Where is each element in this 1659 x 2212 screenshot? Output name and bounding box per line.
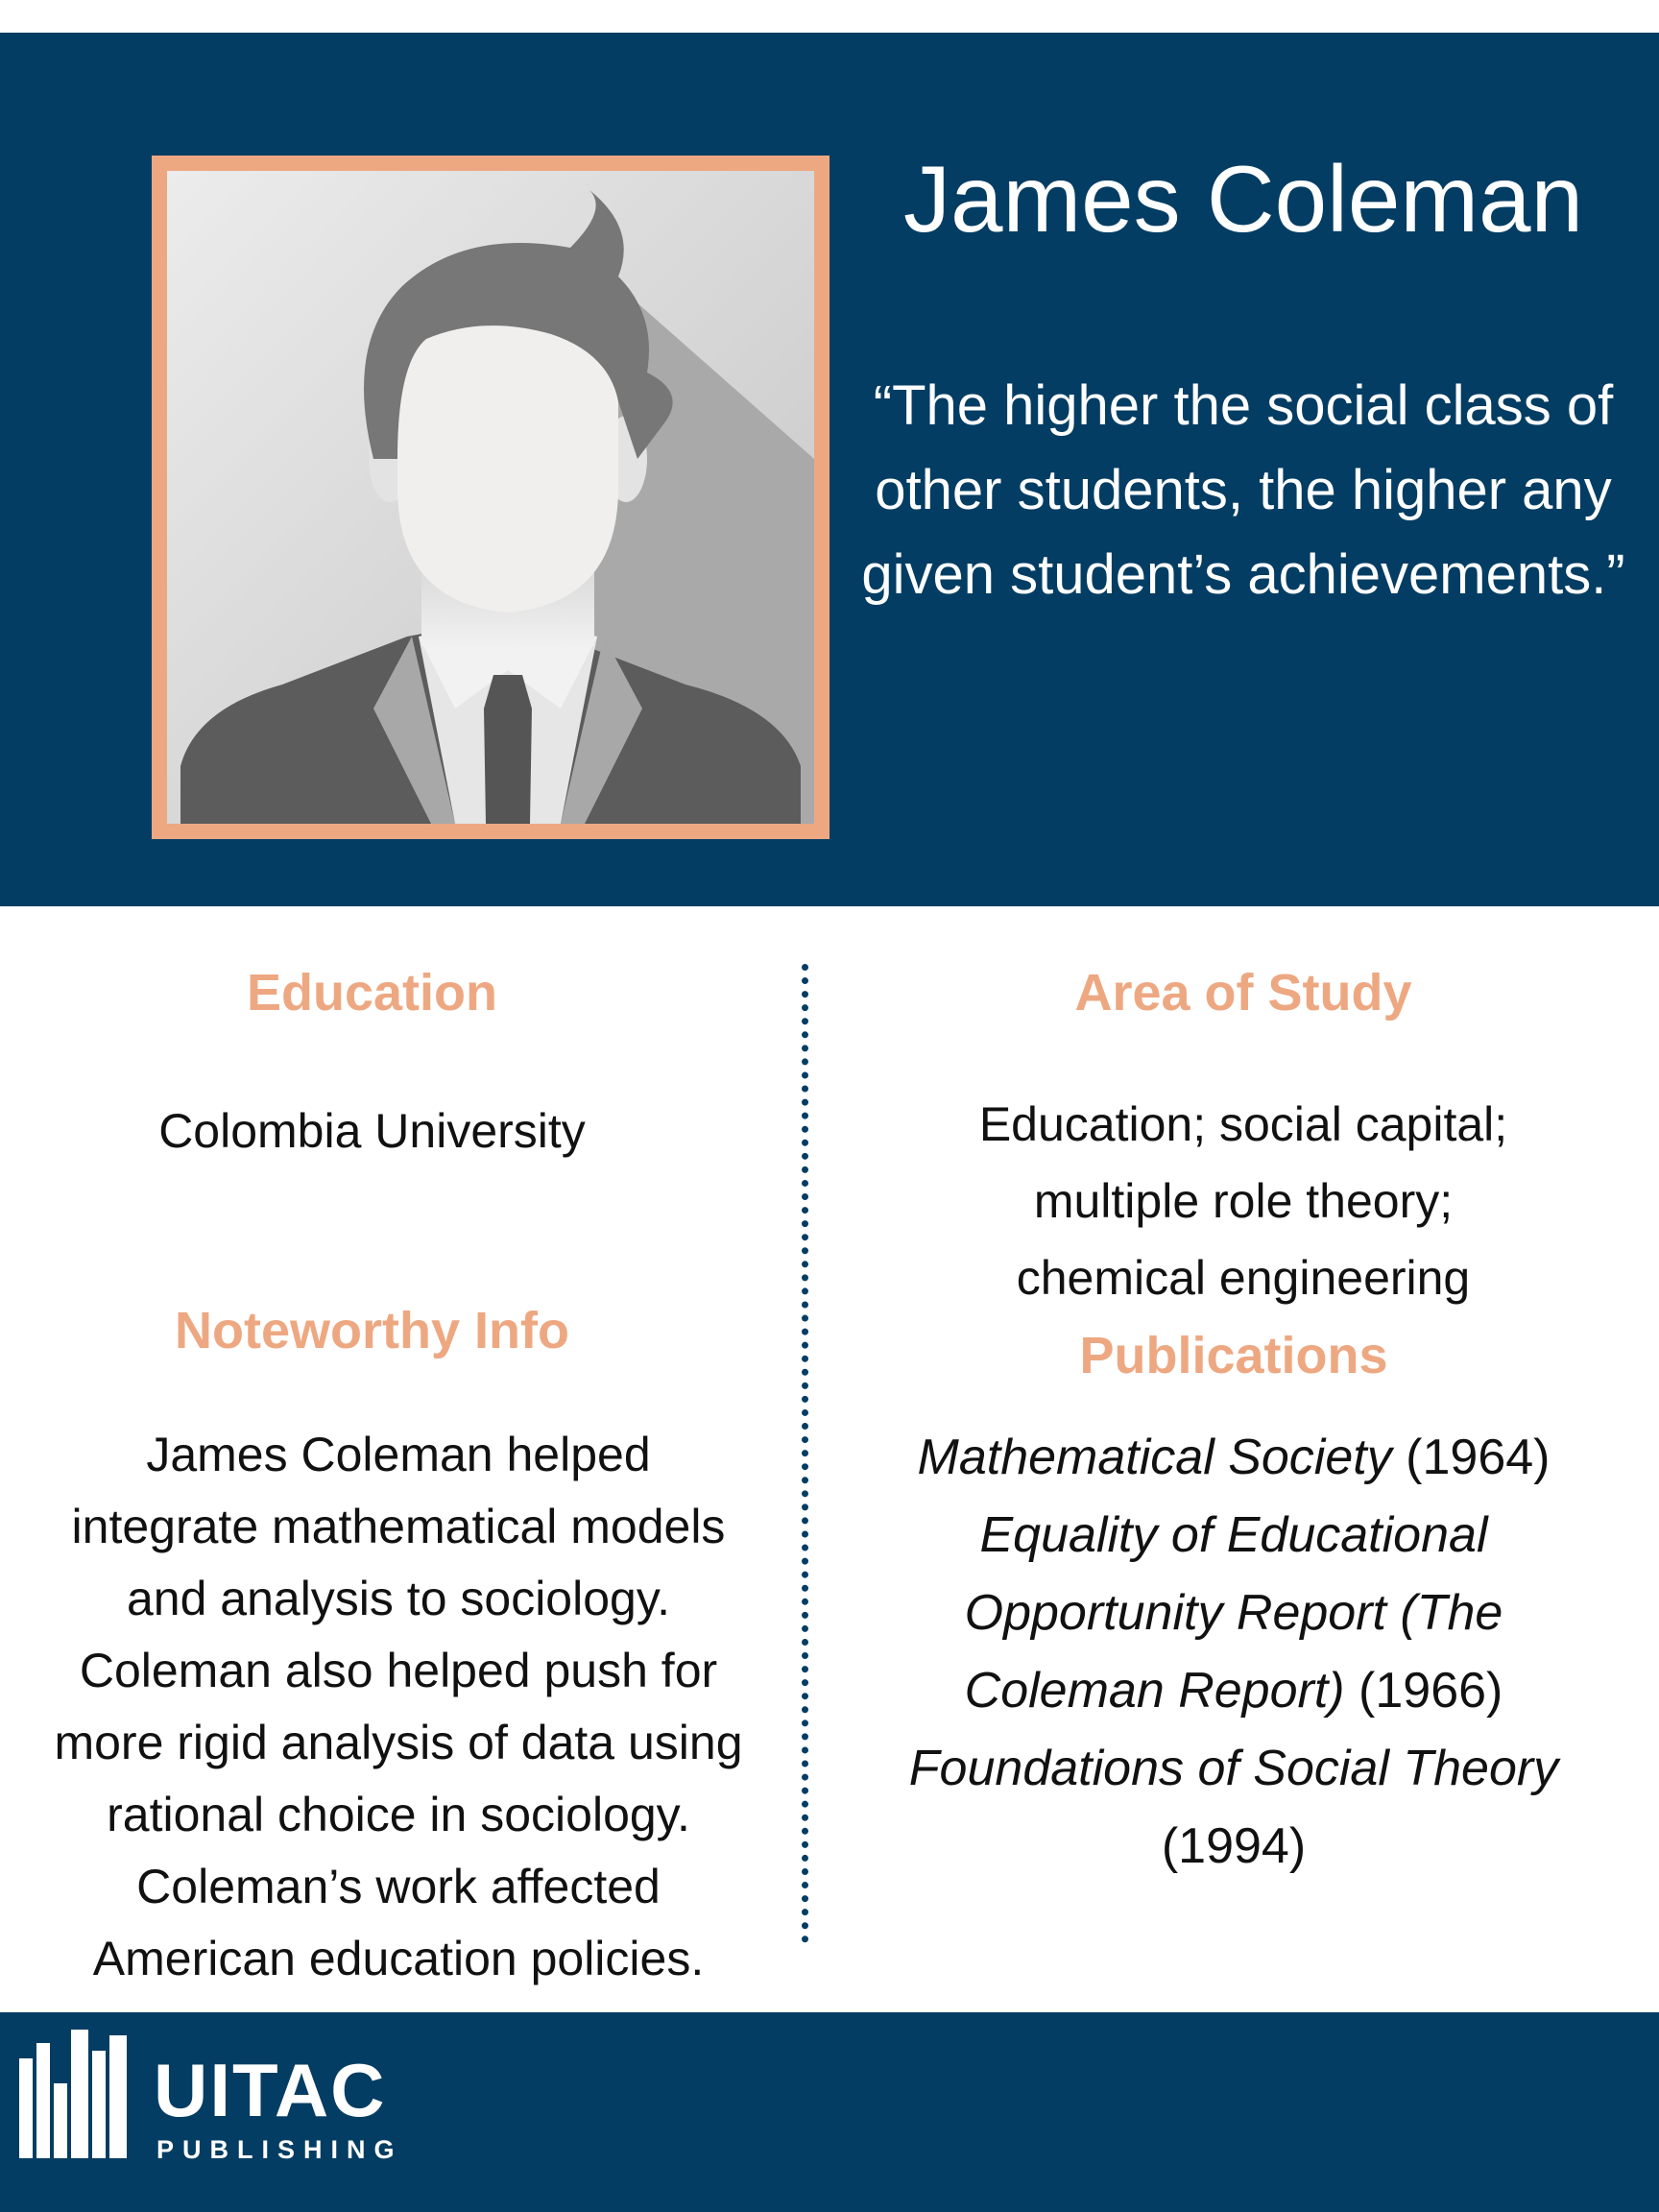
publications-list xyxy=(859,1419,1608,1886)
noteworthy-line: Coleman’s work affected xyxy=(136,1860,661,1913)
noteworthy-line: Coleman also helped push for xyxy=(79,1644,718,1697)
logo-subtitle: PUBLISHING xyxy=(156,2135,403,2164)
publication-title: Mathematical Society xyxy=(917,1430,1392,1485)
publication-year: (1966) xyxy=(1358,1663,1503,1719)
publication-item xyxy=(859,1497,1608,1730)
publication-item xyxy=(859,1730,1608,1886)
education-text: Colombia University xyxy=(158,1104,586,1158)
footer xyxy=(0,2012,1659,2212)
publication-year: (1994) xyxy=(1161,1818,1307,1874)
noteworthy-line: and analysis to sociology. xyxy=(126,1572,671,1625)
portrait-frame xyxy=(152,156,830,839)
education-heading: Education xyxy=(246,964,497,1022)
profile-header xyxy=(0,33,1659,906)
profile-name: James Coleman xyxy=(902,146,1584,252)
publication-title: Equality of Educational Opportunity Report (The Coleman Report) xyxy=(964,1507,1503,1719)
profile-quote: “The higher the social class of other students, the higher any given student’s achievements.” xyxy=(861,374,1625,606)
book-spines-logo-icon xyxy=(19,2030,134,2158)
area-of-study-line: multiple role theory; xyxy=(1033,1174,1454,1228)
default-avatar-icon xyxy=(167,171,814,824)
noteworthy-line: integrate mathematical models xyxy=(71,1500,726,1553)
publication-year: (1964) xyxy=(1406,1430,1551,1485)
area-of-study-heading: Area of Study xyxy=(1074,964,1412,1022)
noteworthy-line: rational choice in sociology. xyxy=(107,1788,690,1841)
noteworthy-line: James Coleman helped xyxy=(146,1428,651,1481)
publications-heading: Publications xyxy=(1079,1327,1388,1384)
logo-name: UITAC xyxy=(154,2048,387,2132)
area-of-study-line: Education; social capital; xyxy=(978,1097,1508,1151)
area-of-study-line: chemical engineering xyxy=(1016,1251,1471,1305)
publication-title: Foundations of Social Theory xyxy=(908,1741,1559,1796)
noteworthy-heading: Noteworthy Info xyxy=(175,1302,569,1359)
noteworthy-line: American education policies. xyxy=(92,1932,705,1985)
column-divider xyxy=(802,964,808,1943)
publication-item xyxy=(859,1419,1608,1497)
noteworthy-line: more rigid analysis of data using xyxy=(54,1716,743,1769)
